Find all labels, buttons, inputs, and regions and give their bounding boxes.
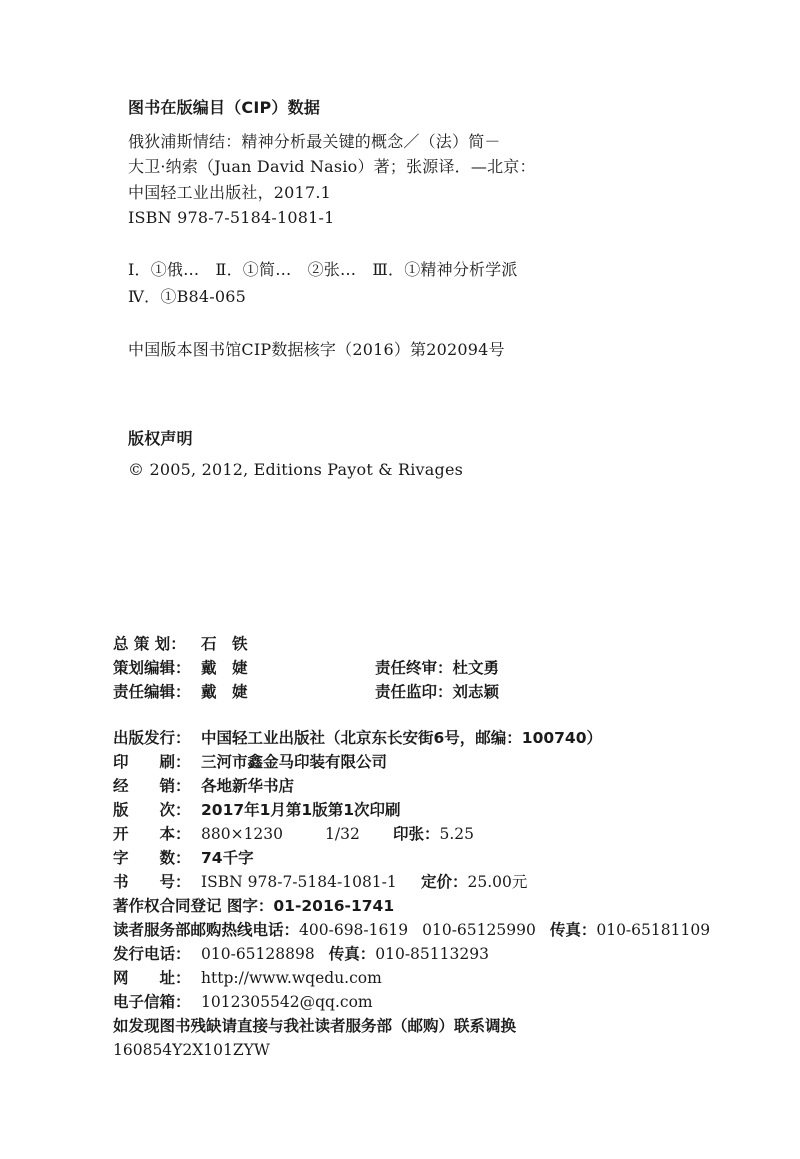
staff-editor-label: 责任编辑： <box>113 683 191 701</box>
colophon-reader-service-phone-2: 010-65125990 <box>422 921 536 939</box>
colophon-code: 160854Y2X101ZYW <box>113 1041 270 1059</box>
colophon-dist-fax-label: 传真： <box>328 945 376 963</box>
colophon-words-row <box>113 848 254 868</box>
colophon-printer-row <box>113 752 387 772</box>
colophon-edition-row <box>113 800 401 820</box>
colophon-price-label: 定价： <box>421 873 468 891</box>
staff-print-supervisor: 刘志颖 <box>452 683 500 701</box>
colophon-sheets: 5.25 <box>439 825 475 843</box>
staff-final-review-label: 责任终审： <box>375 659 453 677</box>
colophon-dist-phone-row <box>113 944 489 964</box>
colophon-defect-notice: 如发现图书残缺请直接与我社读者服务部（邮购）联系调换 <box>113 1017 517 1035</box>
colophon-email: 1012305542@qq.com <box>201 993 373 1011</box>
colophon-publisher: 中国轻工业出版社（北京东长安街6号，邮编：100740） <box>201 729 602 747</box>
cip-line-2: 大卫·纳索（Juan David Nasio）著；张源译．—北京： <box>128 157 536 176</box>
colophon-email-label: 电子信箱： <box>113 993 191 1011</box>
colophon-reader-fax: 010-65181109 <box>596 921 711 939</box>
colophon-distributor-row <box>113 776 294 796</box>
colophon-edition: 2017年1月第1版第1次印刷 <box>201 801 401 819</box>
staff-editor-planner-row <box>113 658 248 678</box>
colophon-words: 74千字 <box>201 849 254 867</box>
colophon-printer: 三河市鑫金马印装有限公司 <box>201 753 388 771</box>
colophon-isbn-row <box>113 872 527 892</box>
cip-classification-2: Ⅳ．①B84-065 <box>128 287 247 306</box>
colophon-price: 25.00元 <box>467 873 528 891</box>
copyright-text: © 2005, 2012, Editions Payot & Rivages <box>128 460 464 479</box>
colophon-publisher-label: 出版发行： <box>113 729 191 747</box>
colophon-reader-fax-label: 传真： <box>549 921 597 939</box>
copyright-title: 版权声明 <box>128 429 193 448</box>
colophon-sheets-label: 印张： <box>393 825 440 843</box>
colophon-reader-service-phone: 400-698-1619 <box>299 921 409 939</box>
staff-print-supervisor-row <box>375 682 499 702</box>
colophon-web: http://www.wqedu.com <box>201 969 382 987</box>
colophon-format-size: 880×1230 <box>201 825 284 843</box>
cip-line-3: 中国轻工业出版社，2017.1 <box>128 183 331 202</box>
staff-editor-planner-label: 策划编辑： <box>113 659 191 677</box>
cip-isbn: ISBN 978-7-5184-1081-1 <box>128 208 335 227</box>
staff-planner: 石 铁 <box>201 635 248 653</box>
staff-final-review-row <box>375 658 499 678</box>
staff-planner-label: 总 策 划： <box>113 635 186 653</box>
staff-editor: 戴 婕 <box>201 683 248 701</box>
colophon-format-row <box>113 824 474 844</box>
cip-classification-1: Ⅰ．①俄… Ⅱ．①简… ②张… Ⅲ．①精神分析学派 <box>128 260 518 279</box>
colophon-format-label: 开 本： <box>113 825 191 843</box>
colophon-dist-phone: 010-65128898 <box>201 945 315 963</box>
colophon-words-label: 字 数： <box>113 849 191 867</box>
colophon-isbn-label: 书 号： <box>113 873 191 891</box>
colophon-email-row <box>113 992 373 1012</box>
colophon-dist-fax: 010-85113293 <box>375 945 489 963</box>
colophon-registration: 著作权合同登记 图字：01-2016-1741 <box>113 897 395 915</box>
colophon-distributor: 各地新华书店 <box>201 777 295 795</box>
colophon-printer-label: 印 刷： <box>113 753 191 771</box>
colophon-dist-phone-label: 发行电话： <box>113 945 191 963</box>
staff-editor-planner: 戴 婕 <box>201 659 248 677</box>
cip-line-1: 俄狄浦斯情结：精神分析最关键的概念／（法）简－ <box>128 132 501 151</box>
colophon-format-fold: 1/32 <box>325 825 360 843</box>
colophon-isbn: ISBN 978-7-5184-1081-1 <box>201 873 397 891</box>
staff-editor-row <box>113 682 248 702</box>
cip-core-number: 中国版本图书馆CIP数据核字（2016）第202094号 <box>128 340 505 359</box>
staff-planner-row <box>113 634 248 654</box>
staff-print-supervisor-label: 责任监印： <box>375 683 453 701</box>
cip-title: 图书在版编目（CIP）数据 <box>128 98 321 117</box>
colophon-publisher-row <box>113 728 602 748</box>
colophon-reader-service-row <box>113 920 710 940</box>
colophon-edition-label: 版 次： <box>113 801 191 819</box>
colophon-reader-service-label: 读者服务部邮购热线电话： <box>113 921 300 939</box>
colophon-distributor-label: 经 销： <box>113 777 191 795</box>
colophon-web-label: 网 址： <box>113 969 191 987</box>
colophon-web-row <box>113 968 382 988</box>
staff-final-review: 杜文勇 <box>452 659 500 677</box>
